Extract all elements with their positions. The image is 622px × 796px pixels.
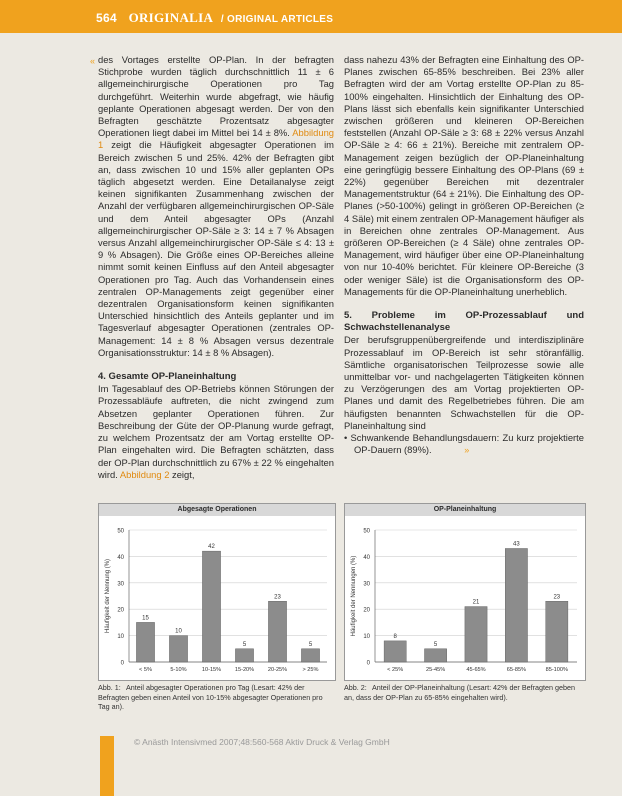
bar bbox=[505, 548, 527, 662]
y-tick-label: 50 bbox=[117, 528, 124, 535]
bar-value-label: 43 bbox=[513, 541, 520, 548]
paragraph bbox=[98, 54, 334, 359]
bar bbox=[136, 622, 154, 662]
caption-text: Anteil der OP-Planeinhaltung (Lesart: 42% der Befragten geben an, dass der OP-Plan zu 65-85% eingehalten wird). bbox=[344, 683, 575, 702]
bar bbox=[268, 601, 286, 662]
bar bbox=[546, 601, 568, 662]
y-tick-label: 0 bbox=[366, 660, 370, 667]
figure-reference-link[interactable]: Abbildung 2 bbox=[119, 468, 170, 480]
y-tick-label: 0 bbox=[120, 660, 124, 667]
x-tick-label: < 5% bbox=[139, 667, 152, 673]
y-axis-label: Häufigkeit der Nennungen (%) bbox=[351, 555, 357, 637]
bar-value-label: 23 bbox=[274, 594, 281, 601]
x-tick-label: 45-65% bbox=[466, 667, 486, 673]
bar-value-label: 10 bbox=[175, 628, 182, 635]
x-tick-label: 15-20% bbox=[234, 667, 255, 673]
y-tick-label: 20 bbox=[363, 607, 370, 614]
figure-caption-2 bbox=[344, 683, 584, 702]
text-column-left bbox=[98, 54, 334, 481]
bar-value-label: 5 bbox=[433, 641, 438, 648]
bar-value-label: 5 bbox=[308, 641, 313, 648]
caption-label: Abb. 1: bbox=[98, 683, 121, 692]
figure-1 bbox=[98, 503, 336, 681]
x-tick-label: 10-15% bbox=[201, 667, 222, 673]
running-header bbox=[96, 10, 333, 26]
section-heading: 5. Probleme im OP-Prozessablauf und Schwachstellenanalyse bbox=[344, 310, 584, 334]
paragraph: dass nahezu 43% der Befragten eine Einhaltung des OP-Planes zwischen 65-85% beschreiben. Bei 23% aller Befragten wird der am Vortag erstellte OP-Plan zu 85-100% eingehalten. Hinsichtlich der Einhaltung des OP-Plans lässt sich ebenfalls kein signifikanter Unterschied zwischen größeren und kleineren OP-Bereichen feststellen (Anzahl OP-Säle ≥ 3: 68 ± 22% versus Anzahl OP-Säle ≥ 4: 66 ± 21%). Bereiche mit zentralem OP-Management zeigen bezüglich der OP-Planeinhaltung eine geringfügig bessere Einhaltung des OP-Plans (69 ± 22%) gegenüber Bereichen mit dezentraler Managementstruktur (64 ± 21%). Die Einhaltung des OP-Planes (>50-100%) gelingt in größeren OP-Bereichen (≥ 4 Säle) mit einem zentralen OP-Management häufiger als in Bereichen ohne zentrales OP-Management. Aus größeren OP-Bereichen (≥ 4 Säle) ohne zentrales OP-Management, wird häufiger über eine OP-Planeinhaltung von nur 10-40% berichtet. Für kleinere OP-Bereiche (3 oder weniger Säle) ist die Organisationsform des OP-Managements für die OP-Planeinhaltung unerheblich. bbox=[344, 54, 584, 297]
bar bbox=[202, 551, 220, 662]
figure-2 bbox=[344, 503, 586, 681]
caption-text: Anteil abgesagter Operationen pro Tag (Lesart: 42% der Befragten geben einen Anteil von 10-15% abgesagter Operationen pro Tag an). bbox=[98, 683, 323, 712]
x-tick-label: < 25% bbox=[387, 667, 404, 673]
x-tick-label: > 25% bbox=[302, 667, 319, 673]
figure-caption-1 bbox=[98, 683, 334, 712]
y-tick-label: 20 bbox=[117, 607, 124, 614]
bullet-text: • Schwankende Behandlungsdauern: Zu kurz projektierte OP-Dauern (89%). bbox=[344, 432, 584, 456]
bar-value-label: 23 bbox=[553, 594, 561, 601]
bar-value-label: 15 bbox=[142, 615, 149, 622]
section-heading: 4. Gesamte OP-Planeinhaltung bbox=[98, 371, 237, 383]
paragraph: Der berufsgruppenübergreifende und interdisziplinäre Prozessablauf im OP-Bereich ist sehr störanfällig. Sämtliche organisatorischen Teilprozesse sowie alle unmittelbar vor- und nachgelagerten Tätigkeiten können zu Verzögerungen des am Vortag projektierten OP-Planes und damit des Regelbetriebes führen. Die am häufigsten benannten Schwachstellen für die OP-Planeinhaltung sind bbox=[344, 334, 584, 431]
paragraph-text: des Vortages erstellte OP-Plan. In der befragten Stichprobe wurden täglich durchschnittlich 11 ± 6 allgemeinchirurgische Operationen pro Tag durchgeführt. Weiterhin wurde abgefragt, wie häufig geplante Operationen abgesagt werden. Der von den Befragten geschätzte Prozentsatz abgesagter Operationen liegt dabei im Mittel bei 14 ± 8%. bbox=[98, 54, 334, 139]
footer-accent-strip bbox=[100, 736, 114, 796]
bar-chart-2 bbox=[345, 516, 585, 680]
x-tick-label: 5-10% bbox=[170, 667, 187, 673]
paragraph-text: zeigt, bbox=[172, 468, 195, 480]
bar bbox=[301, 649, 319, 662]
figure-reference-link[interactable]: Abbildung 1 bbox=[98, 127, 334, 151]
bar bbox=[235, 649, 253, 662]
section-title: ORIGINALIA bbox=[128, 10, 214, 25]
continuation-marker: » bbox=[464, 445, 470, 456]
y-tick-label: 10 bbox=[363, 634, 370, 641]
x-tick-label: 65-85% bbox=[506, 667, 527, 673]
paragraph-text: zeigt die Häufigkeit abgesagter Operationen im Bereich zwischen 5 und 25%. 42% der Befragten gibt an, dass zwischen 10 und 15% aller geplanten OPs täglich abgesetzt werden. Eine Detailanalyse zeigt keinen signifikanten Zusammenhang zwischen der Anzahl der verfügbaren allgemeinchirurgischen OP-Säle und dem Anteil abgesagter OPs (Anzahl allgemeinchirurgischer OP-Säle ≥ 3: 14 ± 7 % Absagen versus Anzahl allgemeinchirurgischer OP-Säle ≤ 4: 13 ± 9 % Absagen). Die Größe eines OP-Bereiches alleine nimmt somit keinen Einfluss auf den Anteil abgesagter Operationen pro Tag. Auch das Vorhandensein eines zentralen OP-Managements zeigt gegenüber einer dezentralen Organisationsform keinen signifikanten Unterschied hinsichtlich des Anteils geplanter und im Tagesverlauf abgesagter Operationen (zentrales OP-Management: 14 ± 8 % Absagen versus dezentrale Organisationsstruktur: 14 ± 8 % Absagen). bbox=[98, 139, 334, 358]
footer-copyright: © Anästh Intensivmed 2007;48:560-568 Aktiv Druck & Verlag GmbH bbox=[134, 737, 390, 747]
bar-value-label: 5 bbox=[242, 641, 247, 648]
bar bbox=[169, 636, 187, 662]
x-tick-label: 25-45% bbox=[425, 667, 446, 673]
y-tick-label: 40 bbox=[363, 554, 370, 561]
caption-label: Abb. 2: bbox=[344, 683, 367, 692]
subsection-title: / ORIGINAL ARTICLES bbox=[220, 14, 334, 25]
continuation-marker: « bbox=[90, 56, 96, 66]
paragraph-text: Im Tagesablauf des OP-Betriebs können Störungen der Prozessabläufe auftreten, die nicht zwingend zum Absetzen geplanter Operationen führen. Zur Beschreibung der Güte der OP-Planung wurde gefragt, zu welchem Prozentsatz der am Vortag erstellte OP-Plan eingehalten wird. Die Befragten schätzten, dass der OP-Plan durchschnittlich zu 67% ± 22 % eingehalten wird. bbox=[98, 383, 334, 480]
paragraph bbox=[98, 383, 334, 481]
chart-title: Abgesagte Operationen bbox=[99, 504, 335, 516]
bar bbox=[424, 649, 446, 662]
bar-value-label: 8 bbox=[393, 633, 397, 640]
x-tick-label: 85-100% bbox=[545, 667, 569, 673]
text-column-right bbox=[344, 54, 584, 457]
chart-title: OP-Planeinhaltung bbox=[345, 504, 585, 516]
y-tick-label: 30 bbox=[117, 581, 124, 588]
y-tick-label: 10 bbox=[117, 634, 124, 641]
bar bbox=[384, 641, 406, 662]
header-bar-left bbox=[0, 0, 92, 33]
bar-value-label: 21 bbox=[472, 599, 480, 606]
bar-value-label: 42 bbox=[208, 544, 215, 551]
page-number: 564 bbox=[96, 11, 117, 25]
bar bbox=[465, 607, 487, 662]
x-tick-label: 20-25% bbox=[267, 667, 288, 673]
y-axis-label: Häufigkeit der Nennung (%) bbox=[105, 558, 111, 634]
y-tick-label: 50 bbox=[363, 528, 370, 535]
bullet-item bbox=[344, 432, 584, 456]
y-tick-label: 30 bbox=[363, 581, 370, 588]
subsection-label: ORIGINAL ARTICLES bbox=[227, 14, 334, 25]
bar-chart-1 bbox=[99, 516, 335, 680]
y-tick-label: 40 bbox=[117, 554, 124, 561]
